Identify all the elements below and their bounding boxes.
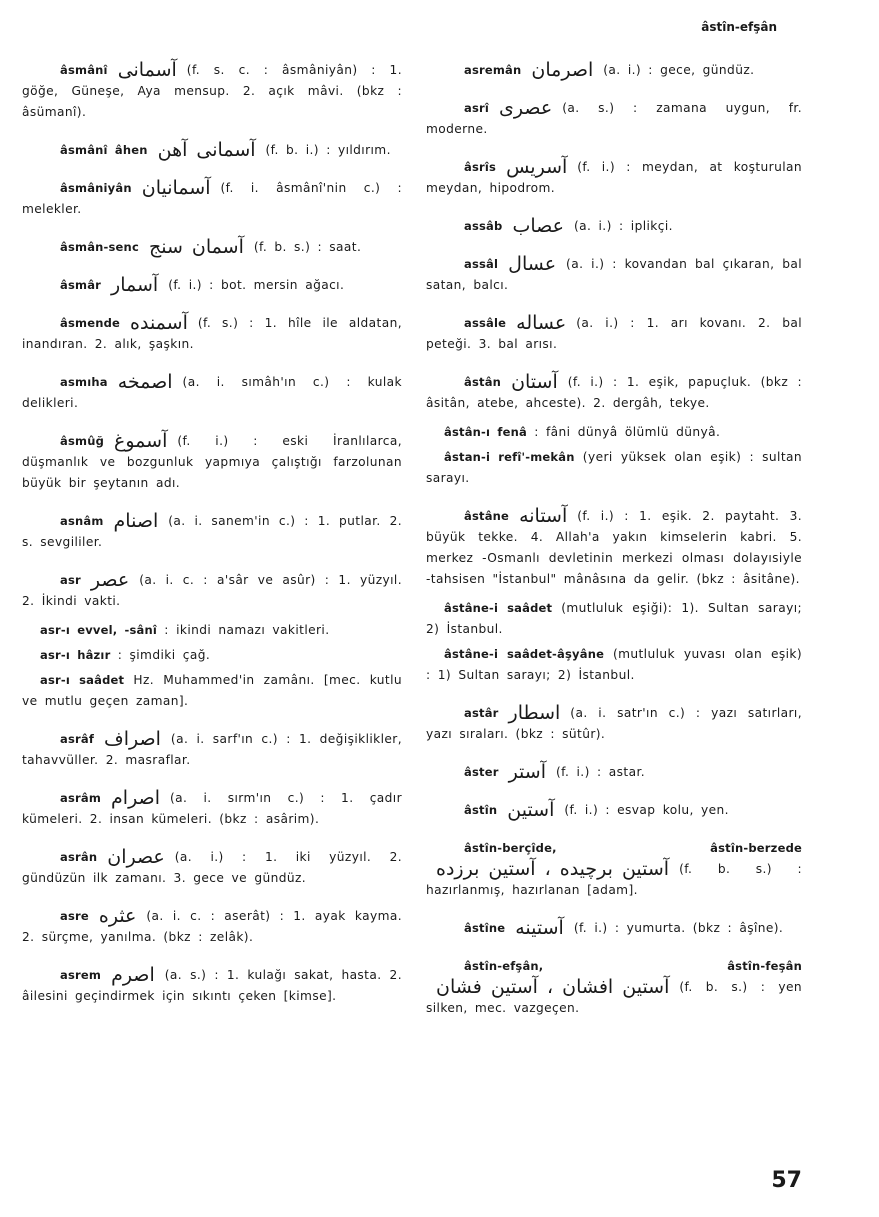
definition: (f. i.) : eski İranlılarca, düşmanlık ve bozgunluk yapmıya çalıştığı farzolunan büyük bir şeytanın adı. bbox=[22, 434, 402, 490]
sub-entry bbox=[426, 422, 802, 443]
sub-entry bbox=[22, 620, 402, 641]
headword: astâr bbox=[464, 706, 499, 720]
arabic-script: عصاب bbox=[512, 215, 564, 237]
arabic-script: آستان bbox=[511, 371, 558, 393]
arabic-script: اسطار bbox=[508, 702, 561, 724]
headword: âsmâr bbox=[60, 278, 102, 292]
headword: âstîn-berçîde, âstîn-berzede bbox=[464, 841, 802, 855]
definition: (f. b. s.) : saat. bbox=[253, 240, 362, 254]
definition: : şimdiki çağ. bbox=[117, 648, 211, 662]
arabic-script: اصنام bbox=[113, 510, 159, 532]
dictionary-entry bbox=[22, 60, 402, 123]
dictionary-entry bbox=[426, 313, 802, 355]
arabic-script: آسمار bbox=[111, 274, 159, 296]
headword: âsmâniyân bbox=[60, 181, 132, 195]
definition: (a. i.) : iplikçi. bbox=[573, 219, 673, 233]
arabic-script: عصری bbox=[499, 97, 553, 119]
dictionary-entry bbox=[426, 254, 802, 296]
arabic-script: عصران bbox=[107, 846, 165, 868]
headword: asr-ı evvel, -sânî bbox=[40, 623, 158, 637]
dictionary-entry bbox=[426, 372, 802, 414]
running-header: âstîn-efşân bbox=[701, 20, 777, 34]
dictionary-entry bbox=[426, 506, 802, 590]
definition: (f. i.) : yumurta. (bkz : âşîne). bbox=[573, 921, 784, 935]
headword: assâle bbox=[464, 316, 507, 330]
arabic-script: آستین bbox=[507, 799, 555, 821]
page-number: 57 bbox=[771, 1168, 802, 1193]
sub-entry bbox=[426, 598, 802, 640]
headword: asrî bbox=[464, 101, 490, 115]
dictionary-entry bbox=[22, 729, 402, 771]
dictionary-entry bbox=[426, 216, 802, 237]
arabic-script: عسال bbox=[508, 253, 557, 275]
dictionary-entry bbox=[22, 570, 402, 612]
dictionary-entry bbox=[22, 178, 402, 220]
headword: âsmende bbox=[60, 316, 121, 330]
definition: (a. i. sarf'ın c.) : 1. değişiklikler, tahavvüller. 2. masraflar. bbox=[22, 732, 402, 767]
headword: asrân bbox=[60, 850, 98, 864]
definition: (a. i.) : gece, gündüz. bbox=[603, 63, 755, 77]
sub-entry bbox=[22, 645, 402, 666]
dictionary-entry bbox=[426, 60, 802, 81]
definition: (a. s.) : 1. kulağı sakat, hasta. 2. âilesini geçindirmek için sıkıntı çeken [kimse]. bbox=[22, 968, 402, 1003]
definition: : fâni dünyâ ölümlü dünyâ. bbox=[534, 425, 721, 439]
arabic-script: آسمنده bbox=[130, 312, 188, 334]
arabic-script: آسریس bbox=[506, 156, 568, 178]
headword: âsmân-senc bbox=[60, 240, 139, 254]
definition: (f. i.) : bot. mersin ağacı. bbox=[168, 278, 345, 292]
definition: (a. i. c. : a'sâr ve asûr) : 1. yüzyıl. 2. İkindi vakti. bbox=[22, 573, 402, 608]
arabic-script: اصرم bbox=[111, 964, 155, 986]
dictionary-entry bbox=[22, 511, 402, 553]
dictionary-entry bbox=[426, 838, 802, 901]
definition: (yeri yüksek olan eşik) : sultan sarayı. bbox=[426, 450, 802, 485]
arabic-script: اصراف bbox=[104, 728, 161, 750]
headword: âstîn-efşân, âstîn-feşân bbox=[464, 959, 802, 973]
definition: (f. i. âsmânî'nin c.) : melekler. bbox=[22, 181, 402, 216]
sub-entry bbox=[426, 644, 802, 686]
sub-entry bbox=[426, 447, 802, 489]
arabic-script: آسموغ bbox=[114, 430, 168, 452]
definition: (f. s. c. : âsmâniyân) : 1. göğe, Güneşe, Aya mensup. 2. açık mâvi. (bkz : âsümanî). bbox=[22, 63, 402, 119]
headword: âstâne-i saâdet-âşyâne bbox=[444, 647, 605, 661]
definition: (f. i.) : 1. eşik, papuçluk. (bkz : âsitân, atebe, ahceste). 2. dergâh, tekye. bbox=[426, 375, 802, 410]
dictionary-entry bbox=[22, 965, 402, 1007]
definition: (f. i.) : meydan, at koşturulan meydan, hipodrom. bbox=[426, 160, 802, 195]
headword: asr-ı hâzır bbox=[40, 648, 111, 662]
headword: assâb bbox=[464, 219, 503, 233]
definition: (mutluluk yuvası olan eşik) : 1) Sultan sarayı; 2) İstanbul. bbox=[426, 647, 802, 682]
dictionary-entry bbox=[22, 237, 402, 258]
definition: (f. b. s.) : yen silken, mec. vazgeçen. bbox=[426, 980, 802, 1015]
definition: (a. i. c. : aserât) : 1. ayak kayma. 2. sürçme, yanılma. (bkz : zelâk). bbox=[22, 909, 402, 944]
dictionary-entry bbox=[426, 956, 802, 1019]
arabic-script: عساله bbox=[516, 312, 567, 334]
headword: assâl bbox=[464, 257, 499, 271]
dictionary-entry bbox=[426, 98, 802, 140]
dictionary-entry bbox=[426, 157, 802, 199]
definition: (a. i.) : kovandan bal çıkaran, bal satan, balcı. bbox=[426, 257, 802, 292]
arabic-script: اصرام bbox=[111, 787, 160, 809]
arabic-script: آستر bbox=[508, 761, 546, 783]
dictionary-entry bbox=[22, 313, 402, 355]
arabic-script: آستین برچیده ، آستین برزده bbox=[436, 858, 670, 880]
sub-entry bbox=[22, 670, 402, 712]
headword: asmıha bbox=[60, 375, 108, 389]
definition: : ikindi namazı vakitleri. bbox=[164, 623, 330, 637]
definition: (a. i.) : 1. iki yüzyıl. 2. gündüzün ilk zamanı. 3. gece ve gündüz. bbox=[22, 850, 402, 885]
headword: asr-ı saâdet bbox=[40, 673, 125, 687]
left-column bbox=[22, 60, 402, 1024]
headword: âsrîs bbox=[464, 160, 497, 174]
arabic-script: آسمانیان bbox=[141, 177, 211, 199]
headword: âstan-i refî'-mekân bbox=[444, 450, 575, 464]
arabic-script: اصرمان bbox=[531, 59, 594, 81]
headword: asnâm bbox=[60, 514, 104, 528]
headword: asre bbox=[60, 909, 89, 923]
arabic-script: آستانه bbox=[519, 505, 568, 527]
headword: âstâne-i saâdet bbox=[444, 601, 553, 615]
definition: (a. i.) : 1. arı kovanı. 2. bal peteği. 3. bal arısı. bbox=[426, 316, 802, 351]
headword: asr bbox=[60, 573, 81, 587]
definition: (a. i. sırm'ın c.) : 1. çadır kümeleri. 2. insan kümeleri. (bkz : asârim). bbox=[22, 791, 402, 826]
definition: (a. i. sanem'in c.) : 1. putlar. 2. s. sevgililer. bbox=[22, 514, 402, 549]
headword: âstâne bbox=[464, 509, 510, 523]
definition: (f. i.) : astar. bbox=[556, 765, 646, 779]
definition: (f. s.) : 1. hîle ile aldatan, inandıran. 2. alık, şaşkın. bbox=[22, 316, 402, 351]
right-column bbox=[426, 60, 802, 1036]
definition: (f. b. s.) : hazırlanmış, hazırlanan [adam]. bbox=[426, 862, 802, 897]
dictionary-entry bbox=[426, 703, 802, 745]
dictionary-entry bbox=[426, 800, 802, 821]
headword: asrâm bbox=[60, 791, 102, 805]
arabic-script: آسمان سنج bbox=[148, 236, 244, 258]
headword: âstîn bbox=[464, 803, 498, 817]
arabic-script: آستینه bbox=[515, 917, 564, 939]
headword: âsmânî bbox=[60, 63, 108, 77]
dictionary-entry bbox=[22, 140, 402, 161]
dictionary-entry bbox=[22, 847, 402, 889]
headword: asremân bbox=[464, 63, 522, 77]
definition: (a. i. satr'ın c.) : yazı satırları, yazı sıraları. (bkz : sütûr). bbox=[426, 706, 802, 741]
arabic-script: عثره bbox=[98, 905, 137, 927]
definition: (f. i.) : 1. eşik. 2. paytaht. 3. büyük tekke. 4. Allah'a yakın kimselerin kabri. 5. merkez -Osmanlı devletinin merkezi olması dolayısiyle -tahsisen "İstanbul" mânâsına da gelir. (bkz : âsitâne). bbox=[426, 509, 802, 586]
headword: âster bbox=[464, 765, 499, 779]
arabic-script: آسمانی آهن bbox=[157, 139, 256, 161]
dictionary-entry bbox=[22, 275, 402, 296]
definition: (mutluluk eşiği): 1). Sultan sarayı; 2) İstanbul. bbox=[426, 601, 802, 636]
arabic-script: عصر bbox=[90, 569, 130, 591]
headword: âstân bbox=[464, 375, 502, 389]
headword: âsmûğ bbox=[60, 434, 105, 448]
headword: âsmânî âhen bbox=[60, 143, 148, 157]
headword: âstân-ı fenâ bbox=[444, 425, 527, 439]
dictionary-entry bbox=[426, 762, 802, 783]
definition: (f. b. i.) : yıldırım. bbox=[265, 143, 391, 157]
headword: asrem bbox=[60, 968, 102, 982]
dictionary-entry bbox=[22, 431, 402, 494]
definition: (f. i.) : esvap kolu, yen. bbox=[564, 803, 729, 817]
dictionary-entry bbox=[426, 918, 802, 939]
arabic-script: آسمانی bbox=[117, 59, 177, 81]
dictionary-entry bbox=[22, 788, 402, 830]
definition: (a. s.) : zamana uygun, fr. moderne. bbox=[426, 101, 802, 136]
arabic-script: اصمخه bbox=[117, 371, 173, 393]
dictionary-entry bbox=[22, 372, 402, 414]
arabic-script: آستین افشان ، آستین فشان bbox=[436, 976, 670, 998]
headword: âstîne bbox=[464, 921, 506, 935]
headword: asrâf bbox=[60, 732, 95, 746]
definition: Hz. Muhammed'in zamânı. [mec. kutlu ve mutlu geçen zaman]. bbox=[22, 673, 402, 708]
definition: (a. i. sımâh'ın c.) : kulak delikleri. bbox=[22, 375, 402, 410]
dictionary-entry bbox=[22, 906, 402, 948]
